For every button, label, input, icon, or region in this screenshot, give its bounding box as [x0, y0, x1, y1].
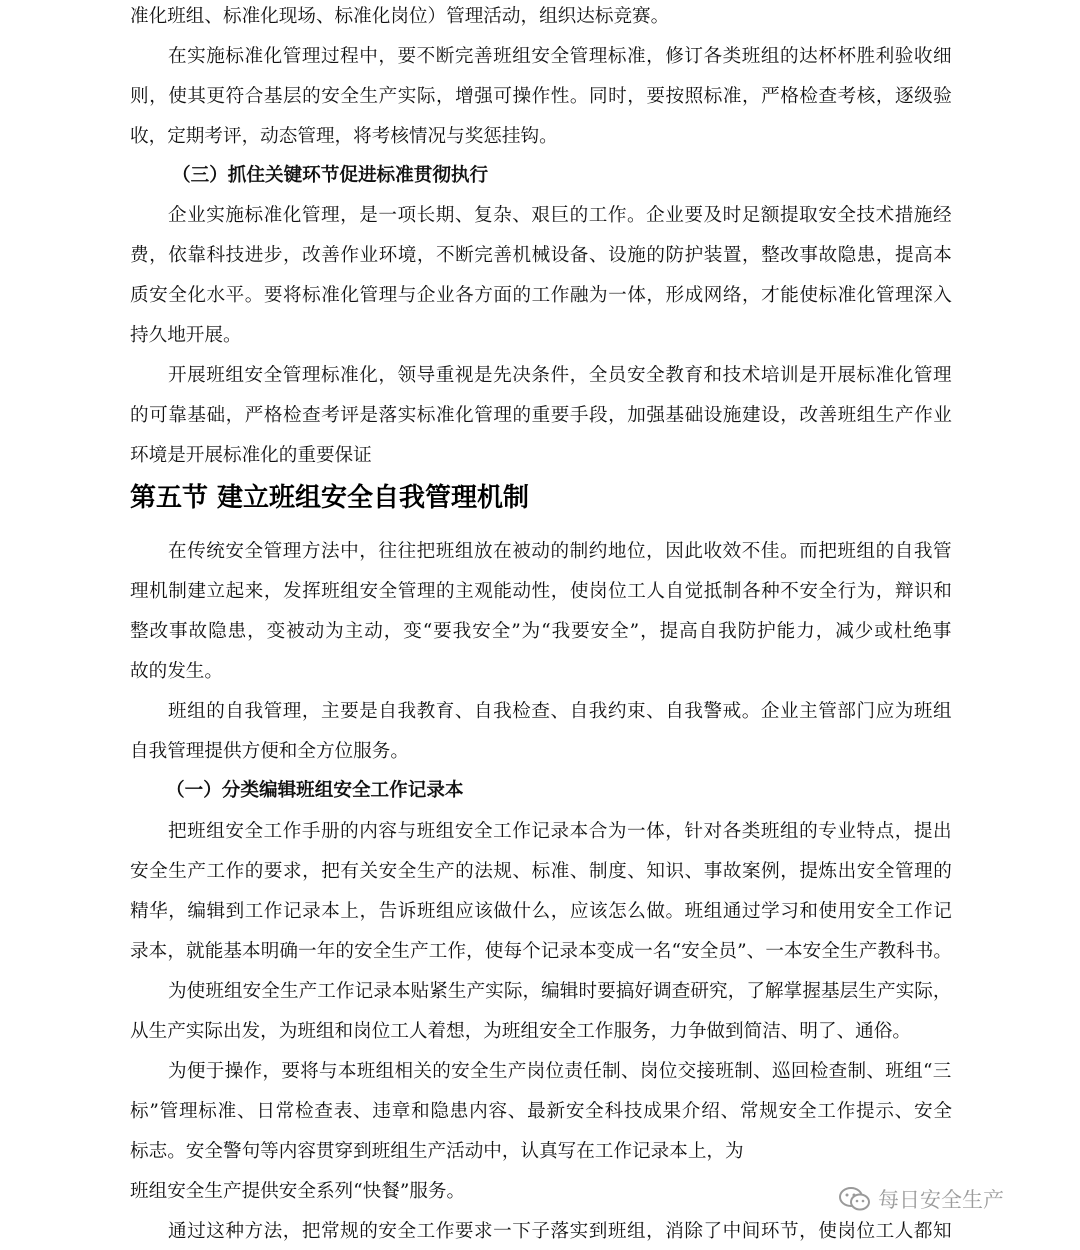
text-line: 企 业 实 施 标 准 化 管 理 ， 是 一 项 长 期 、 复 杂 、 艰 巨 的 工 作 。 企 业 要 及 时 足 额 提 取 安 全 技 术 措 施 经 [168, 205, 952, 226]
text-line: 整 改 事 故 隐 患 ， 变 被 动 为 主 动 ， 变 “ 要 我 安 全 ” 为 “ 我 要 安 全 ” ， 提 高 自 我 防 护 能 力 ， 减 少 或 杜 绝 事 [130, 621, 952, 642]
text-line: 班组安全生产提供安全系列“快餐”服务。 [130, 1181, 466, 1202]
text-line: 收，定期考评，动态管理，将考核情况与奖惩挂钩。 [130, 126, 558, 147]
wechat-icon [838, 1185, 872, 1213]
text-line: 持久地开展。 [130, 325, 242, 346]
text-line: 的 可 靠 基 础 ， 严 格 检 查 考 评 是 落 实 标 准 化 管 理 的 重 要 手 段 ， 加 强 基 础 设 施 建 设 ， 改 善 班 组 生 产 作 业 [130, 405, 952, 426]
text-line: 质 安 全 化 水 平 。 要 将 标 准 化 管 理 与 企 业 各 方 面 的 工 作 融 为 一 体 ， 形 成 网 络 ， 才 能 使 标 准 化 管 理 深 入 [130, 285, 952, 306]
text-line: 标 ” 管 理 标 准 、 日 常 检 查 表 、 违 章 和 隐 患 内 容 、 最 新 安 全 科 技 成 果 介 绍 、 常 规 安 全 工 作 提 示 、 安 全 [130, 1101, 952, 1122]
text-line: 班 组 的 自 我 管 理 ， 主 要 是 自 我 教 育 、 自 我 检 查 、 自 我 约 束 、 自 我 警 戒 。 企 业 主 管 部 门 应 为 班 组 [168, 701, 952, 722]
text-line: 为 使 班 组 安 全 生 产 工 作 记 录 本 贴 紧 生 产 实 际 ， 编 辑 时 要 搞 好 调 查 研 究 ， 了 解 掌 握 基 层 生 产 实 际 ， [168, 981, 952, 1002]
text-line: 环境是开展标准化的重要保证 [130, 445, 372, 466]
text-line: 为 便 于 操 作 ， 要 将 与 本 班 组 相 关 的 安 全 生 产 岗 位 责 任 制 、 岗 位 交 接 班 制 、 巡 回 检 查 制 、 班 组 “ 三 [168, 1061, 952, 1082]
text-line: 在 传 统 安 全 管 理 方 法 中 ， 往 往 把 班 组 放 在 被 动 的 制 约 地 位 ， 因 此 收 效 不 佳 。 而 把 班 组 的 自 我 管 [168, 541, 952, 562]
text-line: 准化班组、标准化现场、标准化岗位）管理活动，组织达标竞赛。 [130, 6, 670, 27]
text-line: 录 本 ， 就 能 基 本 明 确 一 年 的 安 全 生 产 工 作 ， 使 每 个 记 录 本 变 成 一 名 “ 安 全 员 ” 、 一 本 安 全 生 产 教 科 书 。 [130, 941, 952, 962]
text-line: 费 ， 依 靠 科 技 进 步 ， 改 善 作 业 环 境 ， 不 断 完 善 机 械 设 备 、 设 施 的 防 护 装 置 ， 整 改 事 故 隐 患 ， 提 高 本 [130, 245, 952, 266]
text-line: 在 实 施 标 准 化 管 理 过 程 中 ， 要 不 断 完 善 班 组 安 全 管 理 标 准 ， 修 订 各 类 班 组 的 达 杯 杯 胜 利 验 收 细 [168, 46, 952, 67]
text-line: 精 华 ， 编 辑 到 工 作 记 录 本 上 ， 告 诉 班 组 应 该 做 什 么 ， 应 该 怎 么 做 。 班 组 通 过 学 习 和 使 用 安 全 工 作 记 [130, 901, 952, 922]
text-line: 开 展 班 组 安 全 管 理 标 准 化 ， 领 导 重 视 是 先 决 条 件 ， 全 员 安 全 教 育 和 技 术 培 训 是 开 展 标 准 化 管 理 [168, 365, 952, 386]
text-line: 安 全 生 产 工 作 的 要 求 ， 把 有 关 安 全 生 产 的 法 规 、 标 准 、 制 度 、 知 识 、 事 故 案 例 ， 提 炼 出 安 全 管 理 的 [130, 861, 952, 882]
section-title: 第五节 建立班组安全自我管理机制 [130, 483, 530, 513]
text-line: 故的发生。 [130, 661, 223, 682]
text-line: 标志。安全警句等内容贯穿到班组生产活动中，认真写在工作记录本上，为 [130, 1141, 744, 1162]
text-line: 则 ， 使 其 更 符 合 基 层 的 安 全 生 产 实 际 ， 增 强 可 操 作 性 。 同 时 ， 要 按 照 标 准 ， 严 格 检 查 考 核 ， 逐 级 验 [130, 86, 952, 107]
watermark [838, 1182, 1004, 1216]
text-line: 把 班 组 安 全 工 作 手 册 的 内 容 与 班 组 安 全 工 作 记 录 本 合 为 一 体 ， 针 对 各 类 班 组 的 专 业 特 点 ， 提 出 [168, 821, 952, 842]
subheading-1: （一）分类编辑班组安全工作记录本 [166, 780, 464, 801]
text-line: 理 机 制 建 立 起 来 ， 发 挥 班 组 安 全 管 理 的 主 观 能 动 性 ， 使 岗 位 工 人 自 觉 抵 制 各 种 不 安 全 行 为 ， 辩 识 和 [130, 581, 952, 602]
subheading-3: （三）抓住关键环节促进标准贯彻执行 [172, 165, 489, 186]
watermark-text: 每日安全生产 [878, 1188, 1004, 1212]
text-line: 自我管理提供方便和全方位服务。 [130, 741, 409, 762]
text-line: 通 过 这 种 方 法 ， 把 常 规 的 安 全 工 作 要 求 一 下 子 落 实 到 班 组 ， 消 除 了 中 间 环 节 ， 使 岗 位 工 人 都 知 [168, 1221, 952, 1242]
text-line: 从生产实际出发，为班组和岗位工人着想，为班组安全工作服务，力争做到简洁、明了、通俗。 [130, 1021, 911, 1042]
